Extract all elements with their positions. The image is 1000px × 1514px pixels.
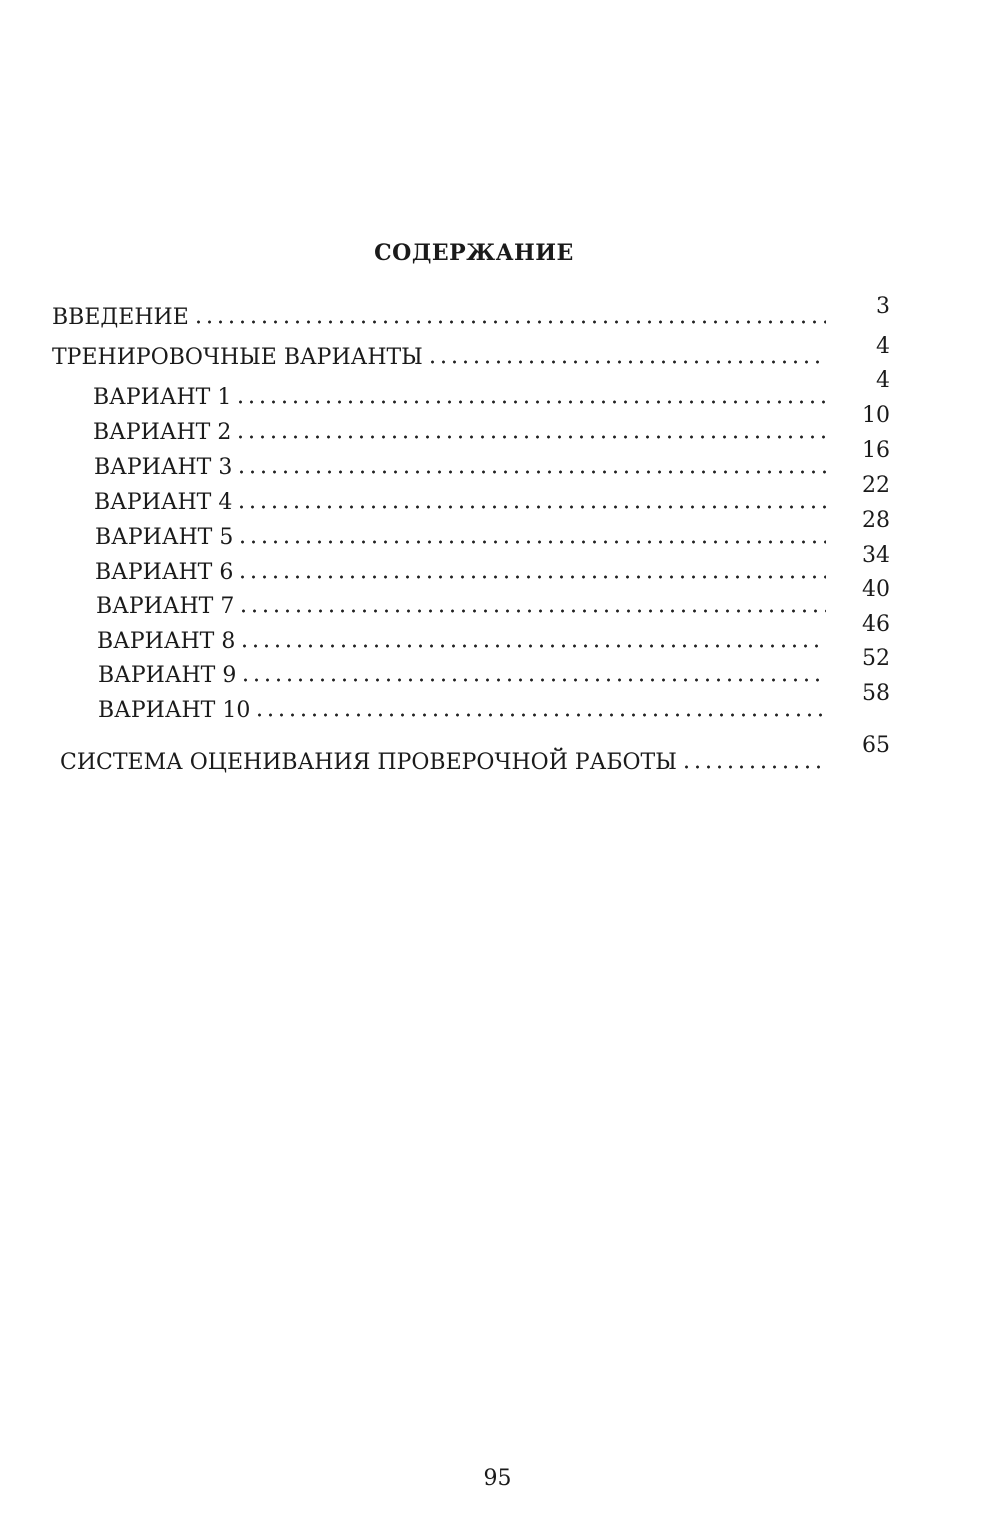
toc-entry-page: 3 <box>876 294 890 319</box>
toc-entry-page: 58 <box>862 681 890 706</box>
toc-leader-dots <box>681 765 826 769</box>
toc-entry-page: 4 <box>876 334 890 359</box>
toc-leader-dots <box>237 540 826 544</box>
toc-entry-variant-6[interactable] <box>95 543 890 585</box>
toc-entry-page: 65 <box>862 733 890 758</box>
toc-entry-variant-3[interactable] <box>94 438 890 480</box>
toc-entry-page: 10 <box>862 403 890 428</box>
toc-entry-training-variants[interactable] <box>52 336 890 370</box>
toc-entry-page: 16 <box>862 438 890 463</box>
toc-leader-dots <box>240 678 826 682</box>
toc-entry-page: 34 <box>862 543 890 568</box>
toc-entry-variant-5[interactable] <box>95 508 890 550</box>
toc-entry-variant-10[interactable] <box>98 681 890 723</box>
toc-leader-dots <box>254 713 826 717</box>
toc-entry-page: 52 <box>862 646 890 671</box>
toc-leader-dots <box>235 400 826 404</box>
toc-entry-label: ВАРИАНТ 8 <box>97 629 236 654</box>
toc-entry-label: ВАРИАНТ 4 <box>94 490 233 515</box>
toc-entry-page: 22 <box>862 473 890 498</box>
toc-entry-label: ВАРИАНТ 2 <box>93 420 232 445</box>
toc-entry-page: 46 <box>862 612 890 637</box>
toc-entry-label: ВВЕДЕНИЕ <box>52 305 189 330</box>
toc-entry-label: ВАРИАНТ 10 <box>98 698 251 723</box>
toc-entry-page: 4 <box>876 368 890 393</box>
toc-entry-label: ВАРИАНТ 6 <box>95 560 234 585</box>
toc-title: СОДЕРЖАНИЕ <box>374 240 574 266</box>
toc-entry-page: 28 <box>862 508 890 533</box>
toc-entry-label: ВАРИАНТ 5 <box>95 525 234 550</box>
toc-entry-variant-1[interactable] <box>93 368 890 410</box>
toc-entry-variant-7[interactable] <box>96 577 890 619</box>
toc-entry-label: ВАРИАНТ 9 <box>98 663 237 688</box>
toc-entry-page: 40 <box>862 577 890 602</box>
toc-leader-dots <box>237 575 826 579</box>
toc-entry-assessment-system[interactable] <box>60 733 890 775</box>
toc-leader-dots <box>193 320 826 324</box>
toc-entry-variant-9[interactable] <box>98 646 890 688</box>
toc-entry-label: СИСТЕМА ОЦЕНИВАНИЯ ПРОВЕРОЧНОЙ РАБОТЫ <box>60 750 677 775</box>
toc-leader-dots <box>236 505 826 509</box>
toc-leader-dots <box>236 470 826 474</box>
toc-leader-dots <box>427 360 826 364</box>
toc-leader-dots <box>235 435 826 439</box>
toc-entry-label: ВАРИАНТ 7 <box>96 594 235 619</box>
toc-entry-label: ВАРИАНТ 3 <box>94 455 233 480</box>
toc-leader-dots <box>239 644 826 648</box>
toc-leader-dots <box>238 609 826 613</box>
page-number: 95 <box>483 1466 512 1491</box>
toc-entry-variant-8[interactable] <box>97 612 890 654</box>
toc-entry-variant-4[interactable] <box>94 473 890 515</box>
toc-entry-label: ВАРИАНТ 1 <box>93 385 232 410</box>
toc-entry-introduction[interactable] <box>52 296 890 330</box>
toc-entry-label: ТРЕНИРОВОЧНЫЕ ВАРИАНТЫ <box>52 345 423 370</box>
toc-entry-variant-2[interactable] <box>93 403 890 445</box>
